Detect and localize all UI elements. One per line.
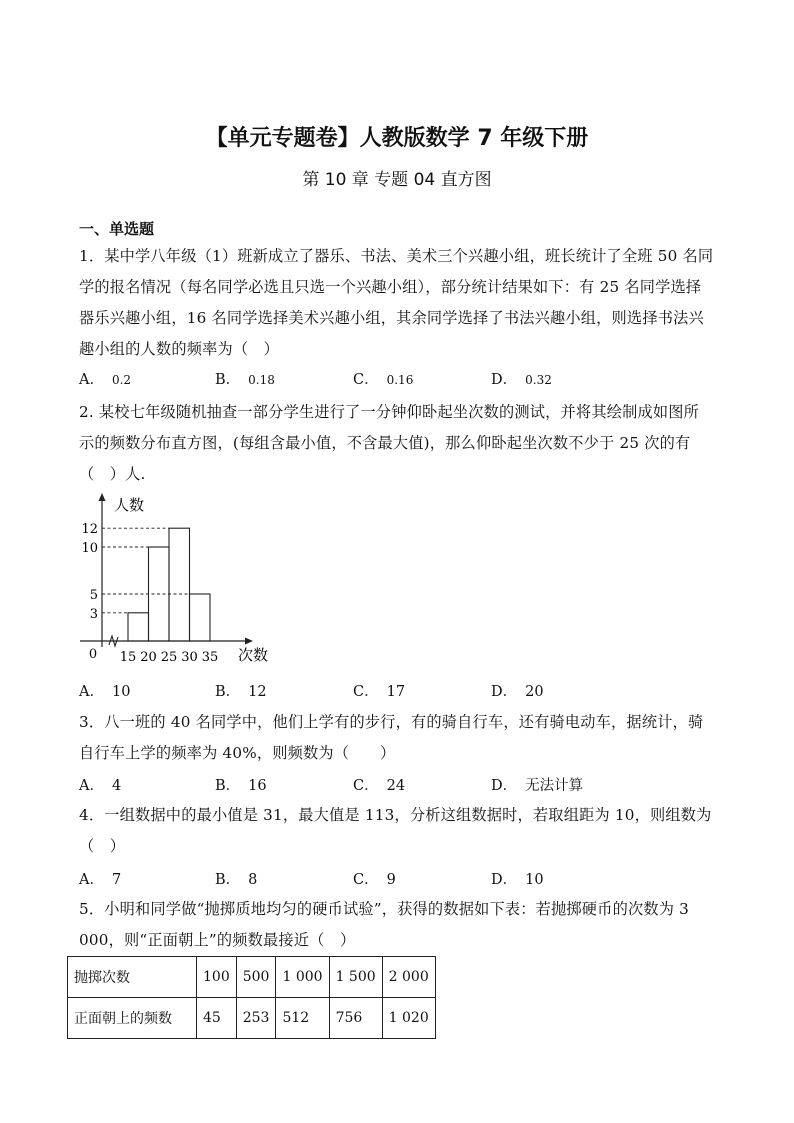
- option-d[interactable]: D． 0.32: [491, 372, 552, 388]
- x-tick-label: 15: [119, 650, 137, 665]
- table-cell: 100: [197, 957, 237, 998]
- option-b[interactable]: B． 16: [215, 778, 267, 794]
- table-row: [68, 957, 436, 998]
- y-tick-label: 10: [81, 541, 98, 556]
- question-1-text: [79, 241, 719, 365]
- y-tick-label: 3: [89, 606, 98, 622]
- question-line: 示的频数分布直方图，(每组含最小值，不含最大值)，那么仰卧起坐次数不少于 25 次的有: [79, 434, 691, 452]
- table-cell: 1 500: [329, 957, 382, 998]
- table-cell: 500: [236, 957, 276, 998]
- option-b[interactable]: B． 0.18: [215, 372, 275, 388]
- table-cell: 253: [236, 998, 276, 1039]
- origin-label: 0: [88, 647, 98, 662]
- question-1-options: [79, 368, 719, 394]
- table-row: [68, 998, 436, 1039]
- page-title: 【单元专题卷】人教版数学 7 年级下册: [205, 126, 589, 151]
- option-d[interactable]: D． 20: [491, 684, 544, 700]
- x-tick-label: 35: [201, 650, 219, 665]
- question-3-options: [79, 774, 719, 800]
- table-cell: 2 000: [382, 957, 435, 998]
- histogram-bar: [169, 528, 190, 641]
- question-line: 1．某中学八年级（1）班新成立了器乐、书法、美术三个兴趣小组，班长统计了全班 50 名同: [79, 247, 714, 265]
- x-tick-label: 30: [181, 650, 198, 665]
- y-tick-label: 5: [89, 588, 98, 603]
- table-row-header: 正面朝上的频数: [68, 998, 197, 1039]
- option-c[interactable]: C． 24: [353, 778, 406, 794]
- question-line: （ ）: [79, 837, 126, 855]
- question-2-text: [79, 397, 719, 490]
- table-cell: 512: [276, 998, 329, 1039]
- option-d[interactable]: D． 10: [491, 872, 544, 888]
- table-cell: 45: [197, 998, 237, 1039]
- question-line: 5．小明和同学做“抛掷质地均匀的硬币试验”，获得的数据如下表：若抛掷硬币的次数为 3: [79, 900, 690, 918]
- table-cell: 1 020: [382, 998, 435, 1039]
- question-line: 3．八一班的 40 名同学中，他们上学有的步行，有的骑自行车，还有骑电动车，据统计，骑: [79, 713, 704, 731]
- table-cell: 756: [329, 998, 382, 1039]
- x-axis-arrow: [245, 638, 253, 645]
- question-line: 学的报名情况（每名同学必选且只选一个兴趣小组），部分统计结果如下：有 25 名同学选择: [79, 278, 702, 296]
- x-tick-label: 20: [140, 650, 157, 665]
- question-3-text: [79, 707, 719, 769]
- question-line: 4．一组数据中的最小值是 31，最大值是 113，分析这组数据时，若取组距为 10，则组数为: [79, 806, 712, 824]
- y-axis-label: 人数: [114, 496, 145, 514]
- y-tick-label: 12: [81, 522, 98, 538]
- x-axis-label: 次数: [238, 646, 269, 664]
- table-cell: 1 000: [276, 957, 329, 998]
- option-b[interactable]: B． 12: [215, 684, 267, 700]
- option-d[interactable]: D． 无法计算: [491, 778, 584, 794]
- section-heading: 一、单选题: [79, 220, 155, 238]
- option-c[interactable]: C． 0.16: [353, 372, 414, 388]
- question-4-options: [79, 868, 719, 894]
- question-line: 趣小组的人数的频率为（ ）: [79, 340, 280, 358]
- option-a[interactable]: A． 10: [79, 684, 131, 700]
- option-a[interactable]: A． 4: [79, 778, 122, 794]
- x-tick-label: 25: [160, 650, 178, 665]
- option-a[interactable]: A． 0.2: [79, 372, 132, 388]
- histogram-bar: [128, 613, 149, 641]
- question-line: 2. 某校七年级随机抽查一部分学生进行了一分钟仰卧起坐次数的测试，并将其绘制成如图所: [79, 403, 700, 421]
- axis-break-icon: [109, 636, 118, 646]
- option-c[interactable]: C． 9: [353, 872, 396, 888]
- question-line: （ ）人.: [79, 465, 146, 483]
- y-axis-arrow: [99, 493, 106, 501]
- question-line: 自行车上学的频率为 40%，则频数为（ ）: [79, 744, 396, 762]
- table-row-header: 抛掷次数: [68, 957, 197, 998]
- coin-toss-table: [67, 956, 436, 1039]
- page-subtitle: 第 10 章 专题 04 直方图: [302, 170, 492, 190]
- option-a[interactable]: A． 7: [79, 872, 122, 888]
- question-2-options: [79, 680, 719, 706]
- question-4-text: [79, 800, 719, 862]
- question-line: 器乐兴趣小组，16 名同学选择美术兴趣小组，其余同学选择了书法兴趣小组，则选择书法兴: [79, 309, 704, 327]
- question-line: 000，则“正面朝上”的频数最接近（ ）: [79, 931, 356, 949]
- option-b[interactable]: B． 8: [215, 872, 258, 888]
- histogram-bar: [190, 594, 211, 641]
- question-5-text: [79, 894, 719, 956]
- option-c[interactable]: C． 17: [353, 684, 406, 700]
- histogram-chart: [78, 490, 278, 670]
